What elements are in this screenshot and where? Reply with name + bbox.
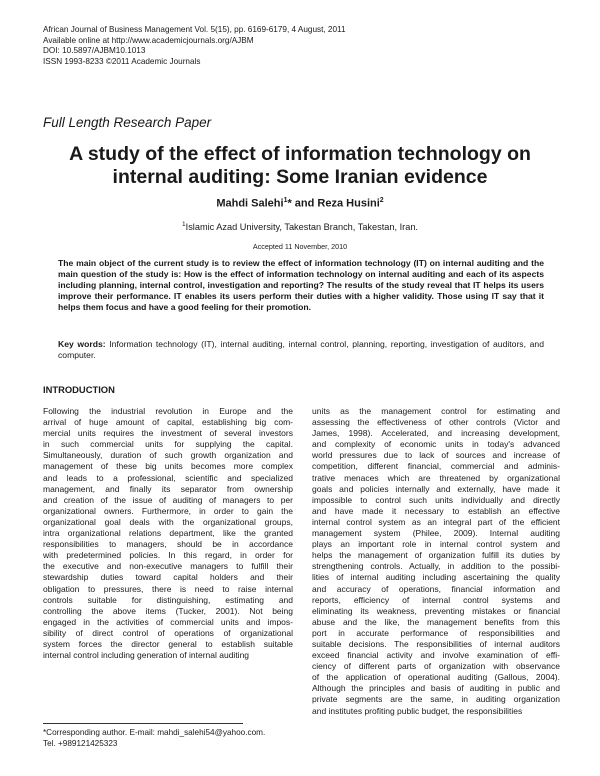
author-2: Reza Husini [317,197,380,210]
body-line: port in accurate performance of responsibilities and [312,627,560,638]
right-column [312,406,560,717]
body-line: strengthening controls. Actually, in addition to the possibi- [312,561,560,572]
body-line: organizational owners. Furthermore, in order to gain the [43,505,293,516]
body-line: engaged in the activities of commercial units and impos- [43,616,293,627]
title-line-1: A study of the effect of information technology on [69,143,531,165]
body-line: trative menaces which are threatened by organizational [312,472,560,483]
issn: ISSN 1993-8233 ©2011 Academic Journals [43,56,201,66]
abstract: The main object of the current study is to review the effect of information technology (IT) on internal auditing and the main question of the study is: How is the effect of information technology on internal auditing and each of its aspects including planning, internal control, investigation and reporting? The results of the study reveal that IT helps its users improve their performance. IT enables its users perform their duties with a higher validity. Those using IT say that it helps them focus and have a good feeling for their promotion. [58,258,544,313]
body-line: internal control including generation of internal auditing [43,650,250,661]
body-line: Simultaneously, duration of such growth organization and [43,450,293,461]
body-line: plays an important role in internal control system and [312,539,560,550]
body-line: impossible to control such units individually and directly [312,494,560,505]
body-line: management of these big units becomes more complex [43,461,293,472]
affiliation [0,221,600,232]
paper-title [40,143,560,189]
body-line: eliminating its weakness, preventing mistakes or financial [312,605,560,616]
body-line: management, and finally its separator from ownership [43,483,293,494]
authors [0,197,600,210]
body-line: management system (Philee, 2009). Internal auditing [312,528,560,539]
body-line: Although the principles and basis of auditing in public and [312,683,560,694]
body-line: competition, different financial, commercial and adminis- [312,461,560,472]
accepted-date: Accepted 11 November, 2010 [252,242,348,251]
body-line: reports, efficiency of internal control systems and [312,594,560,605]
paper-type: Full Length Research Paper [43,115,212,130]
keywords [58,339,544,361]
body-line: of the application of operational auditing (Gallous, 2004). [312,672,560,683]
body-line: responsibilities to managers, should be in accordance [43,539,293,550]
title-line-2: internal auditing: Some Iranian evidence [112,166,488,188]
body-line: exceed financial activity and involve examination of effi- [312,650,560,661]
body-line: with predetermined policies. In this regard, in order for [43,550,293,561]
left-column [43,406,293,661]
body-line: and accuracy of operations, financial information and [312,583,560,594]
body-line: controlling the above items (Tucker, 2001). Not being [43,605,293,616]
body-line: mercial units requires the investment of several investors [43,428,293,439]
body-line: units as the management control for estimating and [312,406,560,416]
body-line: controls suitable for distinguishing, estimating and [43,594,293,605]
body-line: and leads to a professional, scientific and specialized [43,472,293,483]
body-line: suitable decisions. The responsibilities of internal auditors [312,638,560,649]
keywords-label: Key words: [58,339,106,349]
body-line: organizational goal deals with the organizational groups, [43,516,293,527]
body-line: helps the management of organization fulfill its duties by [312,550,560,561]
body-line: obligation to pressures, there is need to raise internal [43,583,293,594]
corresponding-mark: * [287,197,292,210]
body-line: the executive and non-executive managers to fulfill their [43,561,293,572]
body-line: lities of internal auditing including ascertaining the quality [312,572,560,583]
body-line: ciency of different parts of organization with observance [312,661,560,672]
author-connector: and [291,197,318,210]
journal-citation: African Journal of Business Management Vol. 5(15), pp. 6169-6179, 4 August, 2011 [43,25,346,34]
body-line: assessing the effectiveness of other controls (Victor and [312,417,560,428]
body-line: goals and policies internally and externally, have made it [312,483,560,494]
body-line: abuse and the like, the management benefits from this [312,616,560,627]
footnote [43,727,265,750]
body-line: in such commercial units for supplying the capital. [43,439,293,450]
section-heading-introduction: INTRODUCTION [43,384,115,395]
body-line: system forces the director general to establish suitable [43,638,293,649]
journal-header [43,25,346,67]
body-line: internal control system as an integral part of the efficient [312,516,560,527]
author-2-affil: 2 [379,197,384,204]
footnote-rule [43,723,243,724]
body-line: Following the industrial revolution in Europe and the [43,406,293,416]
footnote-phone: Tel. +989121425323 [43,739,118,749]
footnote-email: *Corresponding author. E-mail: mahdi_salehi54@yahoo.com. [43,728,266,737]
author-1: Mahdi Salehi [216,197,284,210]
body-line: private segments are the same, in auditing organization [312,694,560,705]
body-line: world pressures due to lack of sources and increase of [312,450,560,461]
author-1-affil: 1 [283,197,288,204]
body-line: stewardship duties toward capital holders and their [43,572,293,583]
body-line: James, 1998). Accelerated, and increasing development, [312,428,560,439]
body-line: sibility of direct control of operations of organizational [43,627,293,638]
affiliation-mark: 1 [182,221,186,228]
body-line: intra organizational relations department, like the granted [43,528,293,539]
keywords-text: Information technology (IT), internal auditing, internal control, planning, reporting, investigation of auditors, and computer. [58,339,544,361]
body-line: and creation of the issue of auditing of managers to per [43,494,293,505]
affiliation-text: Islamic Azad University, Takestan Branch, Takestan, Iran. [185,222,418,233]
journal-url: Available online at http://www.academicjournals.org/AJBM [43,35,254,45]
body-line: arrival of huge amount of capital, establishing big com- [43,417,293,428]
body-line: and complexity of economic units in today's advanced [312,439,560,450]
body-line: and have made it necessary to establish an effective [312,505,560,516]
body-line: and institutes profiting public budget, the responsibilities [312,705,523,716]
doi: DOI: 10.5897/AJBM10.1013 [43,46,146,56]
